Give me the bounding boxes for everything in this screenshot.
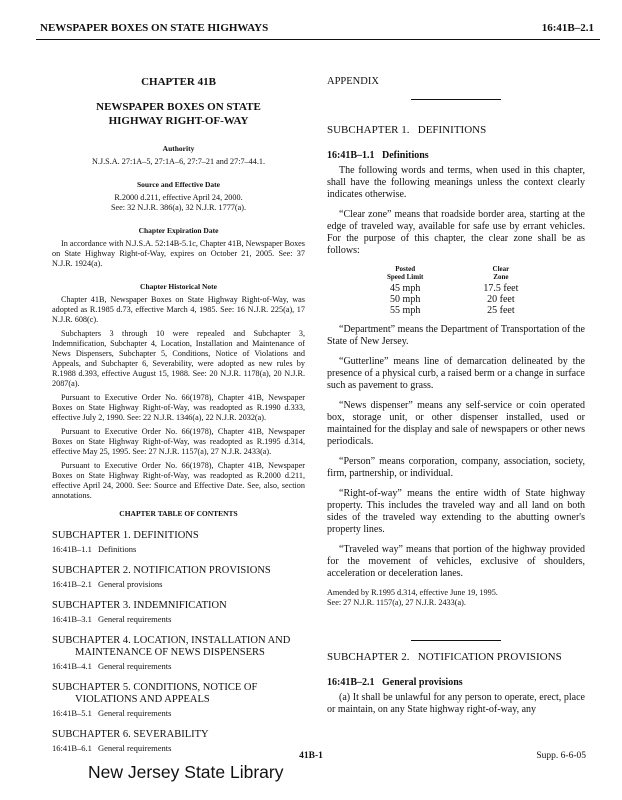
table-row <box>357 305 548 316</box>
toc-section-number: 16:41B–1.1 <box>52 544 92 554</box>
speed-cell: 50 mph <box>390 294 421 305</box>
expiration-heading: Chapter Expiration Date <box>138 226 219 235</box>
expiration-block <box>52 226 305 269</box>
toc-section-number: 16:41B–5.1 <box>52 708 92 718</box>
definition-right-of-way: “Right-of-way” means the entire width of State highway property. This includes the traveled way and all land on both sides of the traveled way extending to the abutting owner's property lines. <box>327 488 585 535</box>
right-column <box>327 76 585 724</box>
supplement-date: Supp. 6-6-05 <box>536 751 586 761</box>
page-number: 41B-1 <box>299 751 323 761</box>
toc-subchapter-line-1: SUBCHAPTER 4. LOCATION, INSTALLATION AND <box>52 635 291 646</box>
source-block <box>52 180 305 213</box>
subchapter-2-heading: SUBCHAPTER 2. NOTIFICATION PROVISIONS <box>327 651 562 663</box>
speed-cell: 45 mph <box>390 283 421 294</box>
column-header-zone: Clear Zone <box>492 265 510 281</box>
history-para: Pursuant to Executive Order No. 66(1978), Chapter 41B, Newspaper Boxes on State Highway Right-of-Way, was readopted as R.1990 d.333, effective July 2, 1990. See: 22 N.J.R. 1346(a), 22 N.J.R. 2032(a). <box>52 393 305 422</box>
toc-section <box>52 661 305 672</box>
history-block <box>52 282 305 501</box>
toc-section-title: General requirements <box>98 661 172 671</box>
definition-gutterline: “Gutterline” means line of demarcation delineated by the presence of a physical curb, a raised berm or a change in surface such as pavement to grass. <box>327 356 585 391</box>
zone-cell: 20 feet <box>487 294 515 305</box>
header-rule <box>36 39 600 40</box>
left-column <box>52 76 305 754</box>
chapter-title-line-2: HIGHWAY RIGHT-OF-WAY <box>108 115 249 127</box>
section-divider <box>411 640 501 641</box>
definition-person: “Person” means corporation, company, association, society, firm, partnership, or individual. <box>327 456 585 479</box>
amendment-line-2: See: 27 N.J.R. 1157(a), 27 N.J.R. 2433(a). <box>327 598 466 607</box>
history-heading: Chapter Historical Note <box>140 282 217 291</box>
toc-section <box>52 614 305 625</box>
toc-subchapter: SUBCHAPTER 2. NOTIFICATION PROVISIONS <box>52 565 271 576</box>
toc-section-number: 16:41B–2.1 <box>52 579 92 589</box>
source-heading: Source and Effective Date <box>137 180 220 189</box>
history-para: Pursuant to Executive Order No. 66(1978), Chapter 41B, Newspaper Boxes on State Highway Right-of-Way, was readopted as R.1995 d.314, effective May 25, 1995. See: 27 N.J.R. 1157(a), 27 N.J.R. 2433(a). <box>52 427 305 456</box>
toc-subchapter <box>52 682 305 706</box>
running-header-title: NEWSPAPER BOXES ON STATE HIGHWAYS <box>40 22 269 34</box>
toc-item <box>52 565 305 590</box>
chapter-number: CHAPTER 41B <box>141 76 216 88</box>
table-row <box>357 294 548 305</box>
amendment-line-1: Amended by R.1995 d.314, effective June 19, 1995. <box>327 588 498 597</box>
authority-text: N.J.S.A. 27:1A–5, 27:1A–6, 27:7–21 and 27:7–44.1. <box>91 157 266 166</box>
appendix-label: APPENDIX <box>327 76 379 87</box>
definitions-intro: The following words and terms, when used in this chapter, shall have the following meanings unless the context clearly indicates otherwise. <box>327 165 585 200</box>
toc-list <box>52 530 305 754</box>
authority-block <box>52 144 305 167</box>
toc-subchapter-line-2: VIOLATIONS AND APPEALS <box>75 694 210 705</box>
definition-traveled-way: “Traveled way” means that portion of the highway provided for the movement of vehicles, exclusive of shoulders, acceleration or deceleration lanes. <box>327 544 585 579</box>
toc-section-title: General requirements <box>98 743 172 753</box>
history-para: Pursuant to Executive Order No. 66(1978), Chapter 41B, Newspaper Boxes on State Highway Right-of-Way, was readopted as R.2000 d.211, effective April 24, 2000. See: Source and Effective Date. See, also, section annotations. <box>52 461 305 500</box>
amendment-note <box>327 588 585 608</box>
section-2-1-heading: 16:41B–2.1 General provisions <box>327 677 463 688</box>
section-1-1-heading: 16:41B–1.1 Definitions <box>327 150 429 161</box>
toc-section <box>52 579 305 590</box>
running-header-section: 16:41B–2.1 <box>541 22 594 34</box>
table-header-row <box>357 265 548 283</box>
toc-section-title: Definitions <box>98 544 137 554</box>
section-divider <box>411 99 501 100</box>
history-para: Subchapters 3 through 10 were repealed and Subchapter 3, Indemnification, Subchapter 4, Location, Installation and Maintenance of News Dispensers, Subchapter 5, Conditions, Notice of Violations and Appeals, and Subchapter 6, Severability, were adopted as new rules by R.1988 d.393, effective August 15, 1988. See: 20 N.J.R. 1178(a), 20 N.J.R. 2087(a). <box>52 329 305 388</box>
toc-subchapter-line-2: MAINTENANCE OF NEWS DISPENSERS <box>75 647 265 658</box>
column-header-speed: Posted Speed Limit <box>387 265 424 281</box>
toc-section <box>52 544 305 555</box>
toc-section-number: 16:41B–6.1 <box>52 743 92 753</box>
subchapter-1-heading: SUBCHAPTER 1. DEFINITIONS <box>327 124 487 136</box>
toc-section <box>52 708 305 719</box>
toc-section-title: General requirements <box>98 614 172 624</box>
toc-item <box>52 530 305 555</box>
definition-department: “Department” means the Department of Transportation of the State of New Jersey. <box>327 324 585 347</box>
chapter-title <box>52 100 305 128</box>
toc-subchapter-line-1: SUBCHAPTER 5. CONDITIONS, NOTICE OF <box>52 682 258 693</box>
clear-zone-table <box>357 265 548 316</box>
definition-clear-zone: “Clear zone” means that roadside border area, starting at the edge of traveled way, available for safe use by errant vehicles. For the purpose of this chapter, the clear zone shall be as follows: <box>327 209 585 256</box>
provision-a: (a) It shall be unlawful for any person to operate, erect, place or maintain, on any State highway right-of-way, any <box>327 692 585 715</box>
source-line-2: See: 32 N.J.R. 386(a), 32 N.J.R. 1777(a). <box>110 203 247 212</box>
zone-cell: 25 feet <box>487 305 515 316</box>
toc-item <box>52 600 305 625</box>
chapter-title-line-1: NEWSPAPER BOXES ON STATE <box>96 101 261 113</box>
toc-section-title: General provisions <box>98 579 163 589</box>
toc-item <box>52 635 305 672</box>
speed-cell: 55 mph <box>390 305 421 316</box>
toc-subchapter: SUBCHAPTER 6. SEVERABILITY <box>52 729 209 740</box>
toc-heading: CHAPTER TABLE OF CONTENTS <box>119 509 238 518</box>
zone-cell: 17.5 feet <box>483 283 519 294</box>
toc-subchapter: SUBCHAPTER 1. DEFINITIONS <box>52 530 199 541</box>
history-para: Chapter 41B, Newspaper Boxes on State Highway Right-of-Way, was adopted as R.1985 d.73, effective March 4, 1985. See: 16 N.J.R. 225(a), 17 N.J.R. 608(c). <box>52 295 305 324</box>
running-header <box>36 22 600 38</box>
table-row <box>357 283 548 294</box>
toc-subchapter <box>52 635 305 659</box>
source-line-1: R.2000 d.211, effective April 24, 2000. <box>114 193 243 202</box>
toc-subchapter: SUBCHAPTER 3. INDEMNIFICATION <box>52 600 227 611</box>
toc-section-title: General requirements <box>98 708 172 718</box>
definition-news-dispenser: “News dispenser” means any self-service or coin operated box, storage unit, or other dispenser installed, used or maintained for the display and sale of newspapers or other news periodicals. <box>327 400 585 447</box>
expiration-text: In accordance with N.J.S.A. 52:14B-5.1c, Chapter 41B, Newspaper Boxes on State Highway Right-of-Way, expires on October 21, 2005. See: 37 N.J.R. 1924(a). <box>52 239 305 268</box>
library-stamp: New Jersey State Library <box>88 762 284 782</box>
toc-section-number: 16:41B–3.1 <box>52 614 92 624</box>
toc-item <box>52 682 305 719</box>
authority-heading: Authority <box>162 144 195 153</box>
toc-section-number: 16:41B–4.1 <box>52 661 92 671</box>
